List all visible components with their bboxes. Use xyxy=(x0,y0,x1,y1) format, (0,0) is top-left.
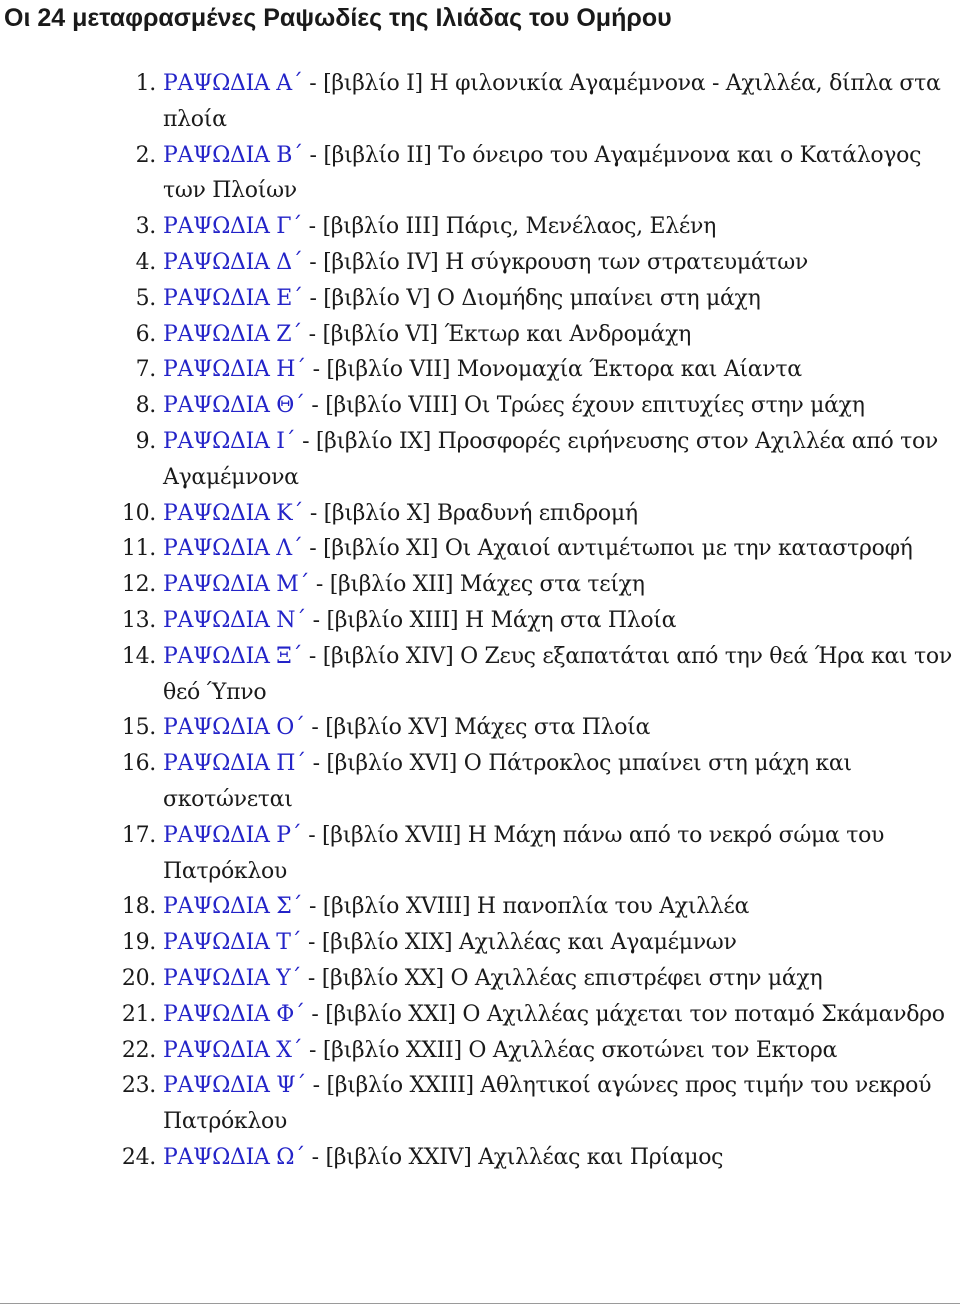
chapter-link-21[interactable]: ΡΑΨΩΔΙΑ Φ΄ xyxy=(163,1001,305,1027)
chapter-number: 6. xyxy=(135,321,156,347)
chapter-link-17[interactable]: ΡΑΨΩΔΙΑ Ρ΄ xyxy=(163,822,302,848)
chapter-link-6[interactable]: ΡΑΨΩΔΙΑ Ζ΄ xyxy=(163,321,302,347)
chapter-number: 22. xyxy=(121,1037,156,1063)
chapter-link-3[interactable]: ΡΑΨΩΔΙΑ Γ΄ xyxy=(163,214,302,240)
chapter-item-17 xyxy=(0,818,960,890)
chapter-description: - [βιβλίο X] Βραδυνή επιδρομή xyxy=(303,500,638,526)
chapter-description: - [βιβλίο IV] Η σύγκρουση των στρατευμάτων xyxy=(302,249,808,275)
page-title: Οι 24 μεταφρασμένες Ραψωδίες της Ιλιάδας του Ομήρου xyxy=(4,4,672,32)
chapter-number: 16. xyxy=(121,751,156,777)
chapter-number: 8. xyxy=(135,393,156,419)
chapter-item-23 xyxy=(0,1068,960,1140)
chapter-link-10[interactable]: ΡΑΨΩΔΙΑ Κ΄ xyxy=(163,500,304,526)
chapter-number: 20. xyxy=(121,965,156,991)
chapter-number: 7. xyxy=(135,357,156,383)
chapter-number: 2. xyxy=(135,142,156,168)
chapter-link-11[interactable]: ΡΑΨΩΔΙΑ Λ΄ xyxy=(163,536,303,562)
chapter-number: 19. xyxy=(121,930,156,956)
footer-divider xyxy=(0,1303,960,1304)
chapter-item-13 xyxy=(0,603,960,639)
chapter-link-12[interactable]: ΡΑΨΩΔΙΑ Μ΄ xyxy=(163,572,310,598)
chapter-item-5 xyxy=(0,281,960,317)
chapter-description: - [βιβλίο VII] Μονομαχία Έκτορα και Αίαντα xyxy=(305,357,802,383)
chapter-item-6 xyxy=(0,317,960,353)
chapter-link-7[interactable]: ΡΑΨΩΔΙΑ Η΄ xyxy=(163,357,306,383)
chapter-item-1 xyxy=(0,66,960,138)
chapter-description: - [βιβλίο XX] Ο Αχιλλέας επιστρέφει στην μάχη xyxy=(301,965,823,991)
chapter-number: 1. xyxy=(135,71,156,96)
chapter-description: - [βιβλίο XXIII] Αθλητικοί αγώνες προς τιμήν του νεκρού Πατρόκλου xyxy=(163,1073,932,1135)
chapter-number: 24. xyxy=(121,1144,156,1170)
chapter-number: 15. xyxy=(121,715,156,741)
chapter-link-15[interactable]: ΡΑΨΩΔΙΑ Ο΄ xyxy=(163,715,305,741)
chapter-description: - [βιβλίο XV] Μάχες στα Πλοία xyxy=(304,715,651,741)
chapter-link-4[interactable]: ΡΑΨΩΔΙΑ Δ΄ xyxy=(163,249,303,275)
chapter-description: - [βιβλίο XIII] Η Μάχη στα Πλοία xyxy=(305,607,677,633)
chapter-link-5[interactable]: ΡΑΨΩΔΙΑ Ε΄ xyxy=(163,285,303,311)
chapter-item-14 xyxy=(0,639,960,711)
chapter-item-4 xyxy=(0,245,960,281)
chapter-item-19 xyxy=(0,925,960,961)
chapter-number: 18. xyxy=(121,894,156,920)
chapter-item-24 xyxy=(0,1140,960,1176)
chapter-link-13[interactable]: ΡΑΨΩΔΙΑ Ν΄ xyxy=(163,607,306,633)
chapter-description: - [βιβλίο XVIII] Η πανοπλία του Αχιλλέα xyxy=(302,894,750,920)
chapter-number: 10. xyxy=(121,500,156,526)
chapter-link-9[interactable]: ΡΑΨΩΔΙΑ Ι΄ xyxy=(163,428,296,454)
chapter-description: - [βιβλίο ΙΙ] Το όνειρο του Αγαμέμνονα και ο Κατάλογος των Πλοίων xyxy=(163,142,922,204)
chapter-number: 23. xyxy=(121,1073,156,1099)
chapter-link-22[interactable]: ΡΑΨΩΔΙΑ Χ΄ xyxy=(163,1037,303,1063)
chapter-link-1[interactable]: ΡΑΨΩΔΙΑ Α΄ xyxy=(163,71,303,96)
chapter-number: 9. xyxy=(135,428,156,454)
chapter-description: - [βιβλίο XXIV] Αχιλλέας και Πρίαμος xyxy=(304,1144,724,1170)
chapter-number: 11. xyxy=(121,536,156,562)
chapter-link-14[interactable]: ΡΑΨΩΔΙΑ Ξ΄ xyxy=(163,643,303,669)
chapter-description: - [βιβλίο XXI] Ο Αχιλλέας μάχεται τον ποταμό Σκάμανδρο xyxy=(304,1001,945,1027)
chapter-number: 3. xyxy=(135,214,156,240)
chapter-list xyxy=(0,66,960,1176)
chapter-description: - [βιβλίο VIII] Οι Τρώες έχουν επιτυχίες στην μάχη xyxy=(304,393,865,419)
chapter-description: - [βιβλίο XIX] Αχιλλέας και Αγαμέμνων xyxy=(301,930,737,956)
chapter-link-20[interactable]: ΡΑΨΩΔΙΑ Υ΄ xyxy=(163,965,302,991)
chapter-item-2 xyxy=(0,138,960,210)
chapter-description: - [βιβλίο IX] Προσφορές ειρήνευσης στον Αχιλλέα από τον Αγαμέμνονα xyxy=(163,428,938,490)
chapter-item-21 xyxy=(0,997,960,1033)
chapter-description: - [βιβλίο XVI] Ο Πάτροκλος μπαίνει στη μάχη και σκοτώνεται xyxy=(163,751,852,812)
chapter-description: - [βιβλίο ΙΙΙ] Πάρις, Μενέλαος, Ελένη xyxy=(301,214,716,240)
chapter-number: 5. xyxy=(135,285,156,311)
chapter-item-18 xyxy=(0,889,960,925)
chapter-item-10 xyxy=(0,496,960,532)
chapter-item-16 xyxy=(0,746,960,818)
chapter-description: - [βιβλίο VI] Έκτωρ και Ανδρομάχη xyxy=(301,321,691,347)
chapter-description: - [βιβλίο V] Ο Διομήδης μπαίνει στη μάχη xyxy=(302,285,761,311)
chapter-link-23[interactable]: ΡΑΨΩΔΙΑ Ψ΄ xyxy=(163,1073,306,1099)
chapter-item-7 xyxy=(0,352,960,388)
chapter-number: 17. xyxy=(121,822,156,848)
chapter-item-8 xyxy=(0,388,960,424)
chapter-number: 13. xyxy=(121,607,156,633)
chapter-number: 12. xyxy=(121,572,156,598)
chapter-number: 4. xyxy=(135,249,156,275)
chapter-item-22 xyxy=(0,1033,960,1069)
chapter-description: - [βιβλίο XI] Οι Αχαιοί αντιμέτωποι με την καταστροφή xyxy=(302,536,913,562)
chapter-description: - [βιβλίο Ι] Η φιλονικία Αγαμέμνονα - Αχιλλέα, δίπλα στα πλοία xyxy=(163,71,941,132)
chapter-link-19[interactable]: ΡΑΨΩΔΙΑ Τ΄ xyxy=(163,930,302,956)
chapter-item-3 xyxy=(0,209,960,245)
chapter-description: - [βιβλίο XIV] Ο Ζευς εξαπατάται από την θεά Ήρα και τον θεό Ύπνο xyxy=(163,643,952,705)
chapter-link-24[interactable]: ΡΑΨΩΔΙΑ Ω΄ xyxy=(163,1144,305,1170)
chapter-link-16[interactable]: ΡΑΨΩΔΙΑ Π΄ xyxy=(163,751,306,777)
chapter-item-15 xyxy=(0,710,960,746)
chapter-item-9 xyxy=(0,424,960,496)
chapter-description: - [βιβλίο XII] Μάχες στα τείχη xyxy=(309,572,645,598)
chapter-description: - [βιβλίο XXII] Ο Αχιλλέας σκοτώνει τον Εκτορα xyxy=(302,1037,838,1063)
chapter-link-8[interactable]: ΡΑΨΩΔΙΑ Θ΄ xyxy=(163,393,305,419)
chapter-number: 21. xyxy=(121,1001,156,1027)
chapter-item-11 xyxy=(0,531,960,567)
chapter-link-18[interactable]: ΡΑΨΩΔΙΑ Σ΄ xyxy=(163,894,303,920)
chapter-item-12 xyxy=(0,567,960,603)
chapter-link-2[interactable]: ΡΑΨΩΔΙΑ Β΄ xyxy=(163,142,303,168)
chapter-number: 14. xyxy=(121,643,156,669)
chapter-description: - [βιβλίο XVII] Η Μάχη πάνω από το νεκρό σώμα του Πατρόκλου xyxy=(163,822,885,884)
chapter-item-20 xyxy=(0,961,960,997)
